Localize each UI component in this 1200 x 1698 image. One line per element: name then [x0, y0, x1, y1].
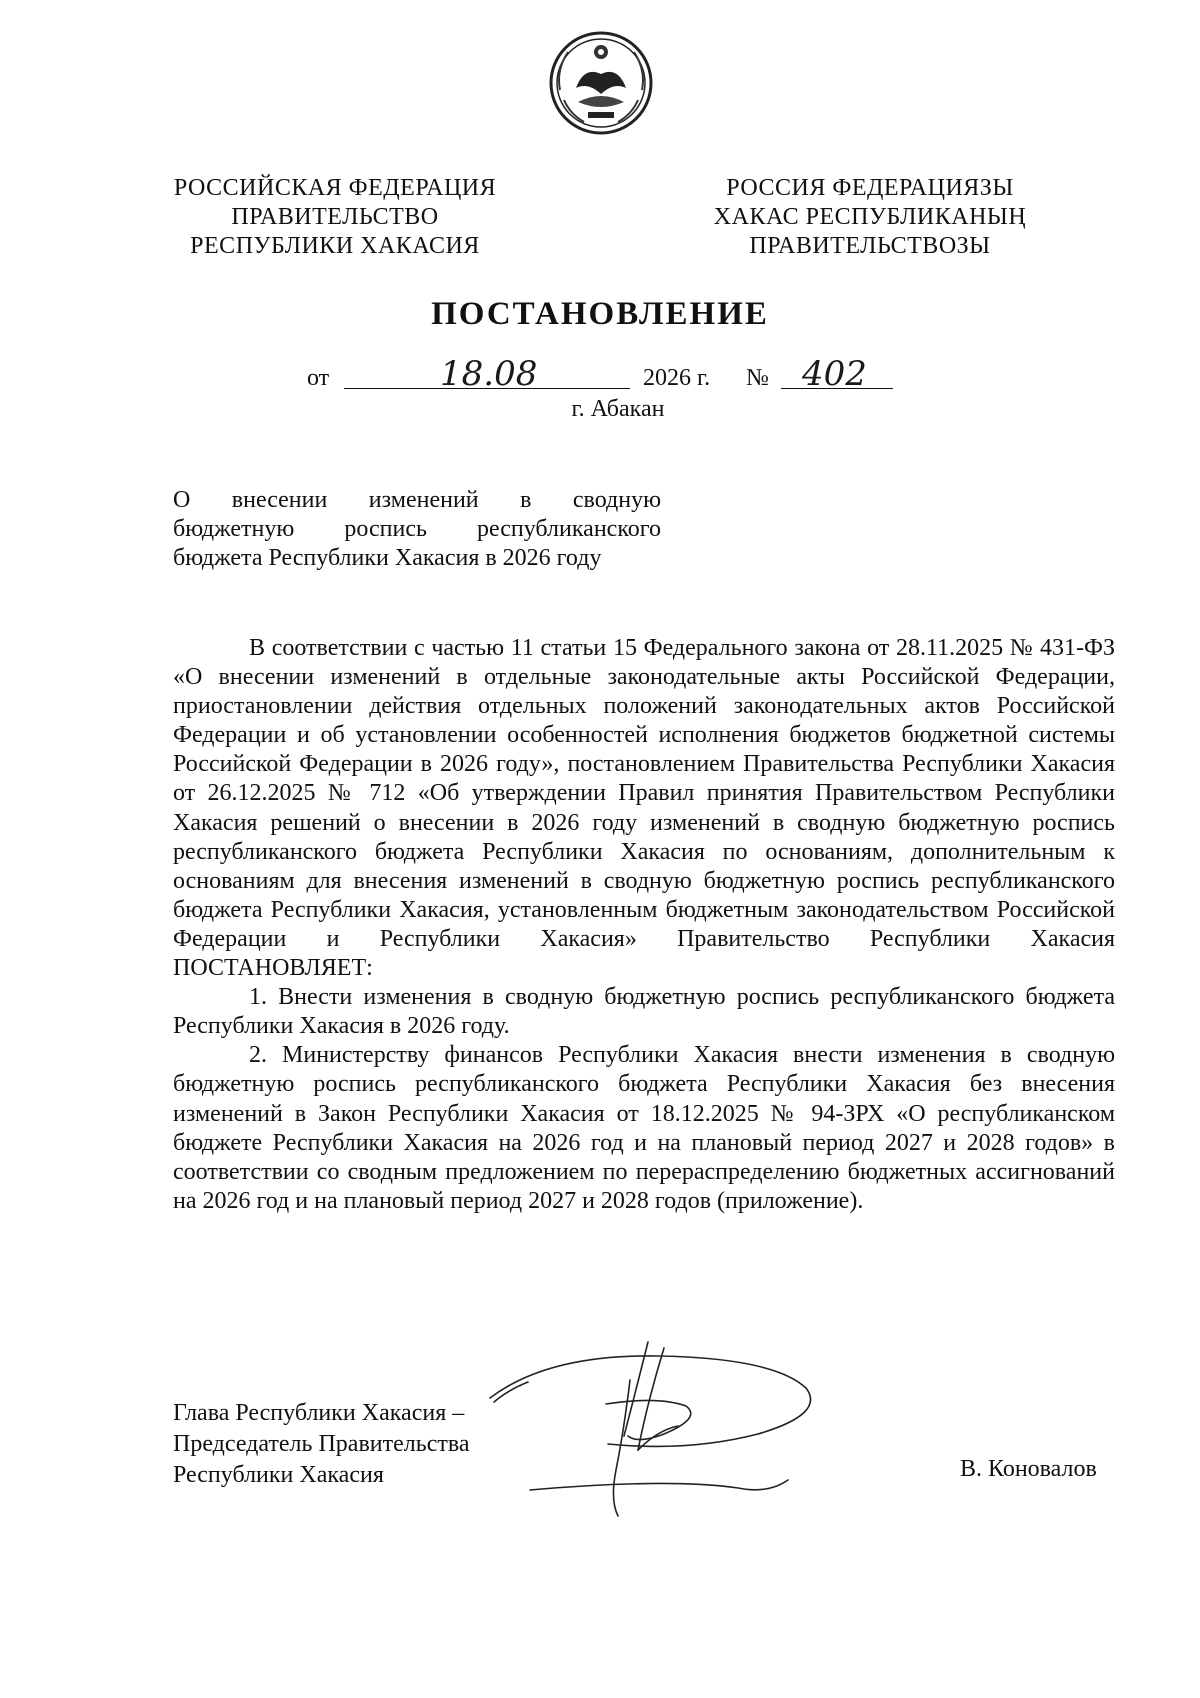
- number-handwritten: 402: [802, 354, 867, 394]
- resolution-item-2: 2. Министерству финансов Республики Хакасия внести изменения в сводную бюджетную роспись республиканского бюджета Республики Хакасия без внесения изменений в Закон Республики Хакасия от 18.12.2025 № 94-ЗРХ «О республиканском бюджете Республики Хакасия на 2026 год и на плановый период 2027 и 2028 годов» в соответствии со сводным предложением по перераспределению бюджетных ассигнований на 2026 год и на плановый период 2027 и 2028 годов (приложение).: [173, 1042, 1115, 1214]
- header-left-line: РЕСПУБЛИКИ ХАКАСИЯ: [190, 233, 480, 259]
- date-handwritten: 18.08: [440, 354, 538, 394]
- document-subject: [173, 486, 661, 573]
- number-sign: №: [746, 365, 769, 391]
- signatory-title-line: Председатель Правительства: [173, 1431, 470, 1457]
- city: г. Абакан: [571, 396, 665, 422]
- signatory-title: [173, 1398, 470, 1491]
- resolution-item-1: 1. Внести изменения в сводную бюджетную роспись республиканского бюджета Республики Хакасия в 2026 году.: [173, 984, 1115, 1040]
- header-right-line: ПРАВИТЕЛЬСТВОЗЫ: [749, 233, 991, 259]
- header-right-line: ХАКАС РЕСПУБЛИКАНЫҢ: [713, 204, 1027, 230]
- signatory-title-line: Республики Хакасия: [173, 1462, 384, 1488]
- preamble-paragraph: В соответствии с частью 11 статьи 15 Федерального закона от 28.11.2025 № 431-ФЗ «О внесении изменений в отдельные законодательные акты Российской Федерации, приостановлении действия отдельных положений законодательных актов Российской Федерации и об установлении особенностей исполнения бюджетов бюджетной системы Российской Федерации в 2026 году», постановлением Правительства Республики Хакасия от 26.12.2025 № 712 «Об утверждении Правил принятия Правительством Республики Хакасия решений о внесении в 2026 году изменений в сводную бюджетную роспись республиканского бюджета Республики Хакасия по основаниям, дополнительным к основаниям для внесения изменений в сводную бюджетную роспись республиканского бюджета Республики Хакасия, установленным бюджетным законодательством Российской Федерации и Республики Хакасия» Правительство Республики Хакасия ПОСТАНОВЛЯЕТ:: [173, 635, 1115, 982]
- signatory-name: В. Коновалов: [960, 1456, 1097, 1482]
- republic-of-khakassia-emblem-icon: [548, 30, 654, 136]
- header-right-line: РОССИЯ ФЕДЕРАЦИЯЗЫ: [726, 175, 1014, 201]
- subject-line: О внесении изменений в сводную: [173, 487, 661, 513]
- subject-line: бюджета Республики Хакасия в 2026 году: [173, 545, 602, 571]
- handwritten-signature: [488, 1340, 848, 1520]
- header-left-line: ПРАВИТЕЛЬСТВО: [231, 204, 439, 230]
- subject-line: бюджетную роспись республиканского: [173, 516, 661, 542]
- date-year: 2026 г.: [643, 365, 711, 391]
- document-body: [173, 634, 1115, 1216]
- header-left: [125, 174, 545, 261]
- document-type: ПОСТАНОВЛЕНИЕ: [431, 296, 769, 332]
- date-prefix: от: [307, 365, 330, 391]
- signatory-title-line: Глава Республики Хакасия –: [173, 1400, 465, 1426]
- header-right: [660, 174, 1080, 261]
- header-left-line: РОССИЙСКАЯ ФЕДЕРАЦИЯ: [173, 175, 497, 201]
